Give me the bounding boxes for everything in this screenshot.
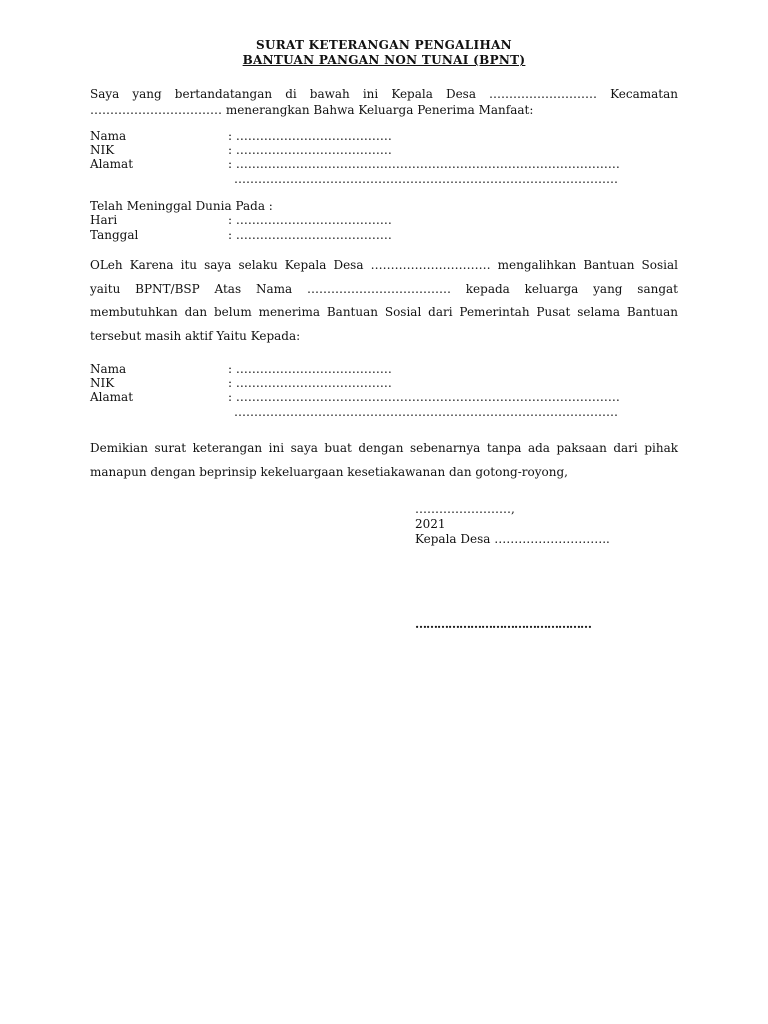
field-label: Hari [90,213,118,227]
intro-paragraph: Saya yang bertandatangan di bawah ini Kepala Desa ……………………… Kecamatan …………………………… menerangkan Bahwa Keluarga Penerima Manfaat: [90,87,678,117]
field-label: NIK [90,143,115,157]
document-subtitle: BANTUAN PANGAN NON TUNAI (BPNT) [242,53,526,67]
field-value: : ………………………………… [228,376,392,390]
field-value: : …………………………………………………………………………………… [228,157,620,171]
death-heading: Telah Meninggal Dunia Pada : [90,199,273,213]
signature-year: 2021 [415,517,446,531]
signature-role: Kepala Desa ……………………….. [415,532,610,546]
transfer-paragraph: OLeh Karena itu saya selaku Kepala Desa ………………………… mengalihkan Bantuan Sosial yaitu BPNT/BSP Atas Nama ……………………………… kepada keluarga yang sangat membutuhkan dan belum menerima Bantuan Sosial dari Pemerintah Pusat selama Bantuan tersebut masih aktif Yaitu Kepada: [90,258,678,343]
closing-paragraph: Demikian surat keterangan ini saya buat dengan sebenarnya tanpa ada paksaan dari pihak manapun dengan beprinsip kekeluargaan kesetiakawanan dan gotong-royong, [90,441,678,479]
field-value: : ………………………………… [228,228,392,242]
field-value: : …………………………………………………………………………………… [228,390,620,404]
field-label: Nama [90,129,127,143]
field-label: Alamat [90,157,134,171]
field-label: Tanggal [90,228,139,242]
recipient1-alamat-continuation: …………………………………………………………………………………… [234,172,618,186]
field-label: Nama [90,362,127,376]
field-label: Alamat [90,390,134,404]
field-value: : ………………………………… [228,129,392,143]
signature-place: ……………………, [415,502,515,516]
document-title: SURAT KETERANGAN PENGALIHAN [256,38,512,52]
field-value: : ………………………………… [228,362,392,376]
field-label: NIK [90,376,115,390]
recipient2-alamat-continuation: …………………………………………………………………………………… [234,405,618,419]
field-value: : ………………………………… [228,213,392,227]
signature-name-line: ………………………………………… [415,617,591,631]
field-value: : ………………………………… [228,143,392,157]
